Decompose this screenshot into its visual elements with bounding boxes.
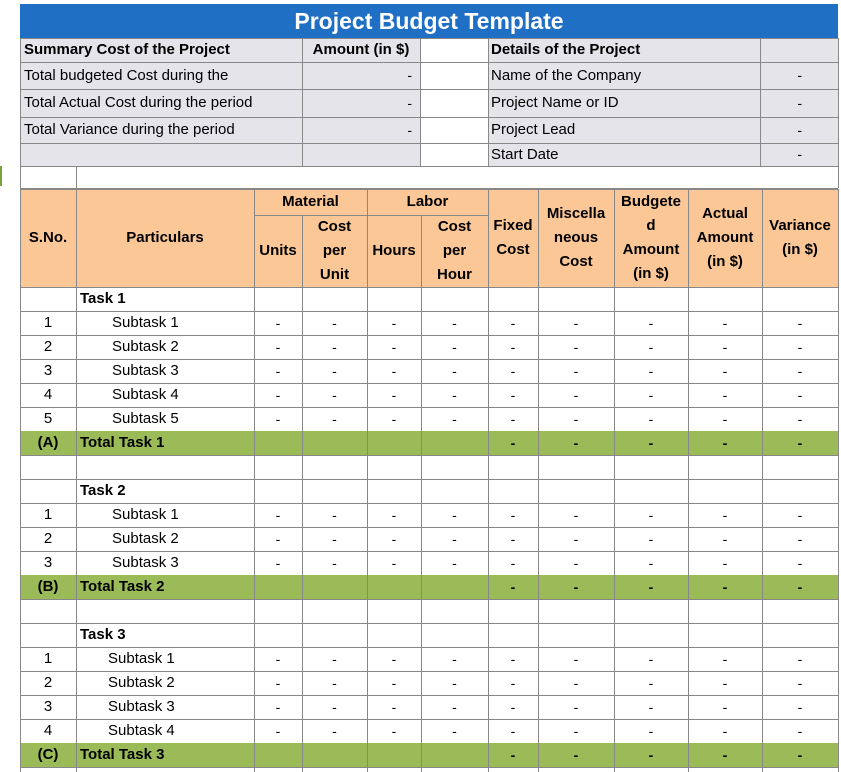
summary-label[interactable]: Total Actual Cost during the period — [24, 94, 253, 111]
cost-per-unit-header-text — [318, 215, 351, 287]
detail-label[interactable]: Name of the Company — [491, 67, 642, 84]
hours-header[interactable] — [367, 215, 421, 287]
grid-line — [688, 287, 689, 772]
row-number[interactable]: 1 — [43, 314, 53, 331]
detail-value[interactable]: - — [797, 67, 802, 83]
value-cell[interactable]: - — [452, 531, 457, 547]
value-cell[interactable]: - — [275, 699, 281, 715]
row-number[interactable]: 5 — [43, 410, 53, 427]
subtask-name[interactable]: Subtask 4 — [112, 386, 179, 403]
grid-line — [20, 455, 838, 456]
value-cell[interactable]: - — [510, 699, 516, 715]
total-label[interactable]: (C) — [37, 746, 59, 763]
cost-per-hour-header-line: Cost — [437, 218, 472, 235]
value-cell[interactable]: - — [648, 675, 654, 691]
value-cell[interactable]: - — [510, 531, 516, 547]
total-value[interactable]: - — [573, 747, 579, 763]
value-cell[interactable]: - — [275, 507, 281, 523]
misc-cost-header-line: Miscella — [546, 205, 606, 222]
value-cell[interactable]: - — [391, 651, 397, 667]
row-number[interactable]: 3 — [43, 362, 53, 379]
cost-per-unit-header-line: per — [322, 242, 347, 259]
budgeted-header-text — [621, 190, 681, 286]
fixed-cost-header-text — [493, 214, 532, 262]
grid-line — [538, 287, 539, 772]
selection-marker — [0, 166, 2, 186]
value-cell[interactable]: - — [573, 555, 579, 571]
value-cell[interactable]: - — [573, 411, 579, 427]
grid-line — [421, 215, 422, 287]
value-cell[interactable]: - — [797, 507, 803, 523]
value-cell[interactable]: - — [510, 387, 516, 403]
value-cell[interactable]: - — [722, 723, 728, 739]
actual-header-line: Amount — [696, 229, 754, 246]
task-title[interactable]: Task 3 — [80, 626, 126, 643]
value-cell[interactable]: - — [332, 363, 337, 379]
grid-line — [838, 287, 839, 772]
value-cell[interactable]: - — [573, 315, 579, 331]
value-cell[interactable]: - — [452, 651, 457, 667]
total-name[interactable]: Total Task 1 — [80, 434, 165, 451]
row-number[interactable]: 4 — [43, 722, 53, 739]
grid-line — [760, 38, 761, 166]
subtask-name[interactable]: Subtask 5 — [112, 410, 179, 427]
grid-line — [254, 215, 488, 216]
subtask-name[interactable]: Subtask 1 — [112, 314, 179, 331]
value-cell[interactable]: - — [648, 411, 654, 427]
value-cell[interactable]: - — [510, 315, 516, 331]
grid-line — [421, 287, 422, 772]
detail-label[interactable]: Project Lead — [491, 121, 576, 138]
summary-label[interactable]: Total budgeted Cost during the — [24, 67, 229, 84]
row-number[interactable]: 3 — [43, 698, 53, 715]
grid-line — [614, 287, 615, 772]
budgeted-header-line: Amount — [622, 241, 680, 258]
value-cell[interactable]: - — [391, 363, 397, 379]
value-cell[interactable]: - — [391, 507, 397, 523]
value-cell[interactable]: - — [573, 507, 579, 523]
grid-line — [20, 117, 838, 118]
misc-cost-header-line: neous — [553, 229, 599, 246]
value-cell[interactable]: - — [648, 555, 654, 571]
grid-line — [254, 287, 255, 772]
cost-per-hour-header[interactable] — [421, 215, 488, 287]
total-value[interactable]: - — [648, 747, 654, 763]
subtask-name[interactable]: Subtask 3 — [108, 698, 175, 715]
total-value[interactable]: - — [797, 579, 803, 595]
particulars-header-text: Particulars — [126, 229, 204, 246]
value-cell[interactable]: - — [797, 699, 803, 715]
value-cell[interactable]: - — [648, 531, 654, 547]
summary-amount[interactable]: - — [407, 67, 412, 83]
total-value[interactable]: - — [722, 435, 728, 451]
value-cell[interactable]: - — [573, 531, 579, 547]
fixed-cost-header[interactable] — [488, 189, 538, 287]
grid-line — [20, 62, 838, 63]
value-cell[interactable]: - — [332, 411, 337, 427]
hours-header-text: Hours — [372, 242, 416, 259]
value-cell[interactable]: - — [275, 555, 281, 571]
variance-header-text — [769, 214, 831, 262]
value-cell[interactable]: - — [452, 699, 457, 715]
variance-header-line: (in $) — [782, 241, 818, 258]
value-cell[interactable]: - — [275, 531, 281, 547]
units-header[interactable] — [254, 215, 302, 287]
summary-header[interactable]: Summary Cost of the Project — [24, 41, 230, 58]
total-value[interactable]: - — [573, 435, 579, 451]
value-cell[interactable]: - — [275, 651, 281, 667]
grid-line — [76, 166, 77, 188]
value-cell[interactable]: - — [722, 555, 728, 571]
value-cell[interactable]: - — [391, 339, 397, 355]
value-cell[interactable]: - — [648, 363, 654, 379]
detail-label[interactable]: Start Date — [491, 146, 559, 163]
value-cell[interactable]: - — [275, 363, 281, 379]
total-value[interactable]: - — [648, 579, 654, 595]
grid-line — [20, 143, 838, 144]
sno-header[interactable] — [20, 189, 76, 287]
value-cell[interactable]: - — [573, 363, 579, 379]
fixed-cost-header-line: Cost — [496, 241, 530, 258]
amount-header[interactable]: Amount (in $) — [312, 41, 410, 58]
row-number[interactable]: 3 — [43, 554, 53, 571]
value-cell[interactable]: - — [452, 507, 457, 523]
misc-cost-header[interactable] — [538, 189, 614, 287]
value-cell[interactable]: - — [391, 675, 397, 691]
value-cell[interactable]: - — [391, 555, 397, 571]
labor-header[interactable] — [367, 189, 488, 215]
value-cell[interactable]: - — [275, 723, 281, 739]
total-value[interactable]: - — [510, 435, 516, 451]
value-cell[interactable]: - — [452, 411, 457, 427]
misc-cost-header-line: Cost — [559, 253, 593, 270]
value-cell[interactable]: - — [573, 387, 579, 403]
subtask-name[interactable]: Subtask 3 — [112, 554, 179, 571]
grid-line — [20, 38, 838, 39]
value-cell[interactable]: - — [332, 339, 337, 355]
total-name[interactable]: Total Task 3 — [80, 746, 165, 763]
value-cell[interactable]: - — [648, 651, 654, 667]
value-cell[interactable]: - — [452, 675, 457, 691]
value-cell[interactable]: - — [797, 555, 803, 571]
grid-line — [688, 189, 689, 287]
value-cell[interactable]: - — [797, 387, 803, 403]
cost-per-unit-header-line: Cost — [317, 218, 352, 235]
grid-line — [538, 189, 539, 287]
subtask-name[interactable]: Subtask 3 — [112, 362, 179, 379]
summary-amount[interactable]: - — [407, 122, 412, 138]
page-title: Project Budget Template — [20, 4, 838, 38]
actual-header-line: Actual — [702, 205, 748, 222]
value-cell[interactable]: - — [332, 555, 337, 571]
value-cell[interactable]: - — [275, 675, 281, 691]
task-title[interactable]: Task 2 — [80, 482, 126, 499]
grid-line — [420, 38, 421, 166]
value-cell[interactable]: - — [452, 555, 457, 571]
value-cell[interactable]: - — [510, 675, 516, 691]
value-cell[interactable]: - — [722, 651, 728, 667]
value-cell[interactable]: - — [722, 387, 728, 403]
total-name[interactable]: Total Task 2 — [80, 578, 165, 595]
value-cell[interactable]: - — [332, 531, 337, 547]
value-cell[interactable]: - — [275, 387, 281, 403]
value-cell[interactable]: - — [648, 699, 654, 715]
summary-label[interactable]: Total Variance during the period — [24, 121, 235, 138]
value-cell[interactable]: - — [391, 387, 397, 403]
value-cell[interactable]: - — [332, 507, 337, 523]
total-value[interactable]: - — [797, 435, 803, 451]
value-cell[interactable]: - — [722, 363, 728, 379]
total-label[interactable]: (A) — [37, 434, 59, 451]
value-cell[interactable]: - — [332, 387, 337, 403]
grid-line — [76, 189, 77, 287]
row-number[interactable]: 2 — [43, 530, 53, 547]
value-cell[interactable]: - — [648, 315, 654, 331]
grid-line — [20, 189, 838, 190]
actual-header-line: (in $) — [707, 253, 743, 270]
value-cell[interactable]: - — [332, 723, 337, 739]
total-value[interactable]: - — [510, 579, 516, 595]
grid-line — [20, 767, 838, 768]
value-cell[interactable]: - — [510, 363, 516, 379]
value-cell[interactable]: - — [573, 699, 579, 715]
total-value[interactable]: - — [573, 579, 579, 595]
detail-value[interactable]: - — [797, 122, 802, 138]
grid-line — [20, 287, 21, 772]
sno-header-text: S.No. — [28, 229, 68, 246]
value-cell[interactable]: - — [510, 723, 516, 739]
grid-line — [838, 189, 839, 287]
value-cell[interactable]: - — [275, 411, 281, 427]
units-header-text: Units — [259, 242, 297, 259]
row-number[interactable]: 1 — [43, 650, 53, 667]
cost-per-unit-header-line: Unit — [319, 266, 350, 283]
total-value[interactable]: - — [797, 747, 803, 763]
grid-line — [20, 38, 21, 166]
task-title[interactable]: Task 1 — [80, 290, 126, 307]
value-cell[interactable]: - — [797, 339, 803, 355]
value-cell[interactable]: - — [332, 699, 337, 715]
value-cell[interactable]: - — [573, 675, 579, 691]
value-cell[interactable]: - — [648, 723, 654, 739]
value-cell[interactable]: - — [452, 339, 457, 355]
summary-amount[interactable] — [302, 143, 420, 166]
subtask-name[interactable]: Subtask 1 — [112, 506, 179, 523]
value-cell[interactable]: - — [722, 411, 728, 427]
grid-line — [254, 189, 255, 287]
row-number[interactable]: 2 — [43, 338, 53, 355]
value-cell[interactable]: - — [332, 651, 337, 667]
grid-line — [367, 189, 368, 287]
details-header[interactable]: Details of the Project — [491, 41, 641, 58]
value-cell[interactable]: - — [573, 723, 579, 739]
material-header[interactable] — [254, 189, 367, 215]
budgeted-header-line: d — [646, 217, 656, 234]
actual-header-text — [697, 202, 754, 274]
value-cell[interactable]: - — [573, 651, 579, 667]
value-cell[interactable]: - — [722, 699, 728, 715]
value-cell[interactable]: - — [332, 675, 337, 691]
value-cell[interactable]: - — [797, 675, 803, 691]
value-cell[interactable]: - — [797, 411, 803, 427]
value-cell[interactable]: - — [722, 315, 728, 331]
value-cell[interactable]: - — [648, 387, 654, 403]
budgeted-header-line: (in $) — [633, 265, 669, 282]
grid-line — [20, 189, 21, 287]
value-cell[interactable]: - — [452, 723, 457, 739]
grid-line — [302, 287, 303, 772]
value-cell[interactable]: - — [510, 411, 516, 427]
cost-per-hour-header-line: Hour — [437, 266, 472, 283]
subtask-name[interactable]: Subtask 4 — [108, 722, 175, 739]
value-cell[interactable]: - — [648, 339, 654, 355]
material-header-text: Material — [282, 193, 339, 210]
grid-line — [302, 38, 303, 166]
value-cell[interactable]: - — [510, 651, 516, 667]
value-cell[interactable]: - — [391, 411, 397, 427]
summary-label[interactable] — [20, 143, 302, 166]
grid-line — [614, 189, 615, 287]
grid-line — [302, 215, 303, 287]
grid-line — [838, 38, 839, 166]
variance-header[interactable] — [762, 189, 838, 287]
actual-header[interactable] — [688, 189, 762, 287]
misc-cost-header-text — [547, 202, 605, 274]
value-cell[interactable]: - — [391, 531, 397, 547]
grid-line — [367, 287, 368, 772]
variance-header-line: Variance — [769, 217, 831, 234]
grid-line — [488, 189, 489, 287]
total-value[interactable]: - — [722, 579, 728, 595]
subtask-name[interactable]: Subtask 2 — [112, 338, 179, 355]
value-cell[interactable]: - — [452, 387, 457, 403]
value-cell[interactable]: - — [391, 723, 397, 739]
row-number[interactable]: 2 — [43, 674, 53, 691]
grid-line — [20, 599, 838, 600]
subtask-name[interactable]: Subtask 2 — [108, 674, 175, 691]
budgeted-header[interactable] — [614, 189, 688, 287]
value-cell[interactable]: - — [722, 675, 728, 691]
subtask-name[interactable]: Subtask 2 — [112, 530, 179, 547]
value-cell[interactable]: - — [510, 555, 516, 571]
value-cell[interactable]: - — [797, 315, 803, 331]
detail-label[interactable]: Project Name or ID — [491, 94, 619, 111]
detail-value[interactable]: - — [797, 146, 802, 162]
value-cell[interactable]: - — [573, 339, 579, 355]
grid-line — [762, 189, 763, 287]
grid-line — [20, 89, 838, 90]
value-cell[interactable]: - — [275, 315, 281, 331]
value-cell[interactable]: - — [510, 507, 516, 523]
value-cell[interactable]: - — [452, 315, 457, 331]
fixed-cost-header-line: Fixed — [493, 217, 533, 234]
cost-per-unit-header[interactable] — [302, 215, 367, 287]
value-cell[interactable]: - — [797, 363, 803, 379]
total-label[interactable]: (B) — [37, 578, 59, 595]
detail-value[interactable]: - — [797, 95, 802, 111]
grid-line — [838, 166, 839, 188]
grid-line — [20, 166, 838, 167]
grid-line — [76, 287, 77, 772]
cost-per-hour-header-line: per — [442, 242, 467, 259]
total-value[interactable]: - — [510, 747, 516, 763]
grid-line — [488, 38, 489, 166]
value-cell[interactable]: - — [510, 339, 516, 355]
value-cell[interactable]: - — [391, 699, 397, 715]
value-cell[interactable]: - — [722, 507, 728, 523]
value-cell[interactable]: - — [797, 651, 803, 667]
row-number[interactable]: 1 — [43, 506, 53, 523]
grid-line — [488, 287, 489, 772]
value-cell[interactable]: - — [722, 531, 728, 547]
subtask-name[interactable]: Subtask 1 — [108, 650, 175, 667]
cost-per-hour-header-text — [437, 215, 472, 287]
grid-line — [762, 287, 763, 772]
value-cell[interactable]: - — [722, 339, 728, 355]
value-cell[interactable]: - — [648, 507, 654, 523]
value-cell[interactable]: - — [797, 531, 803, 547]
grid-line — [20, 166, 21, 188]
particulars-header[interactable] — [76, 189, 254, 287]
value-cell[interactable]: - — [332, 315, 337, 331]
total-value[interactable]: - — [648, 435, 654, 451]
budgeted-header-line: Budgete — [621, 193, 681, 210]
row-number[interactable]: 4 — [43, 386, 53, 403]
value-cell[interactable]: - — [391, 315, 397, 331]
total-value[interactable]: - — [722, 747, 728, 763]
labor-header-text: Labor — [406, 193, 449, 210]
summary-amount[interactable]: - — [407, 95, 412, 111]
value-cell[interactable]: - — [797, 723, 803, 739]
value-cell[interactable]: - — [275, 339, 281, 355]
value-cell[interactable]: - — [452, 363, 457, 379]
